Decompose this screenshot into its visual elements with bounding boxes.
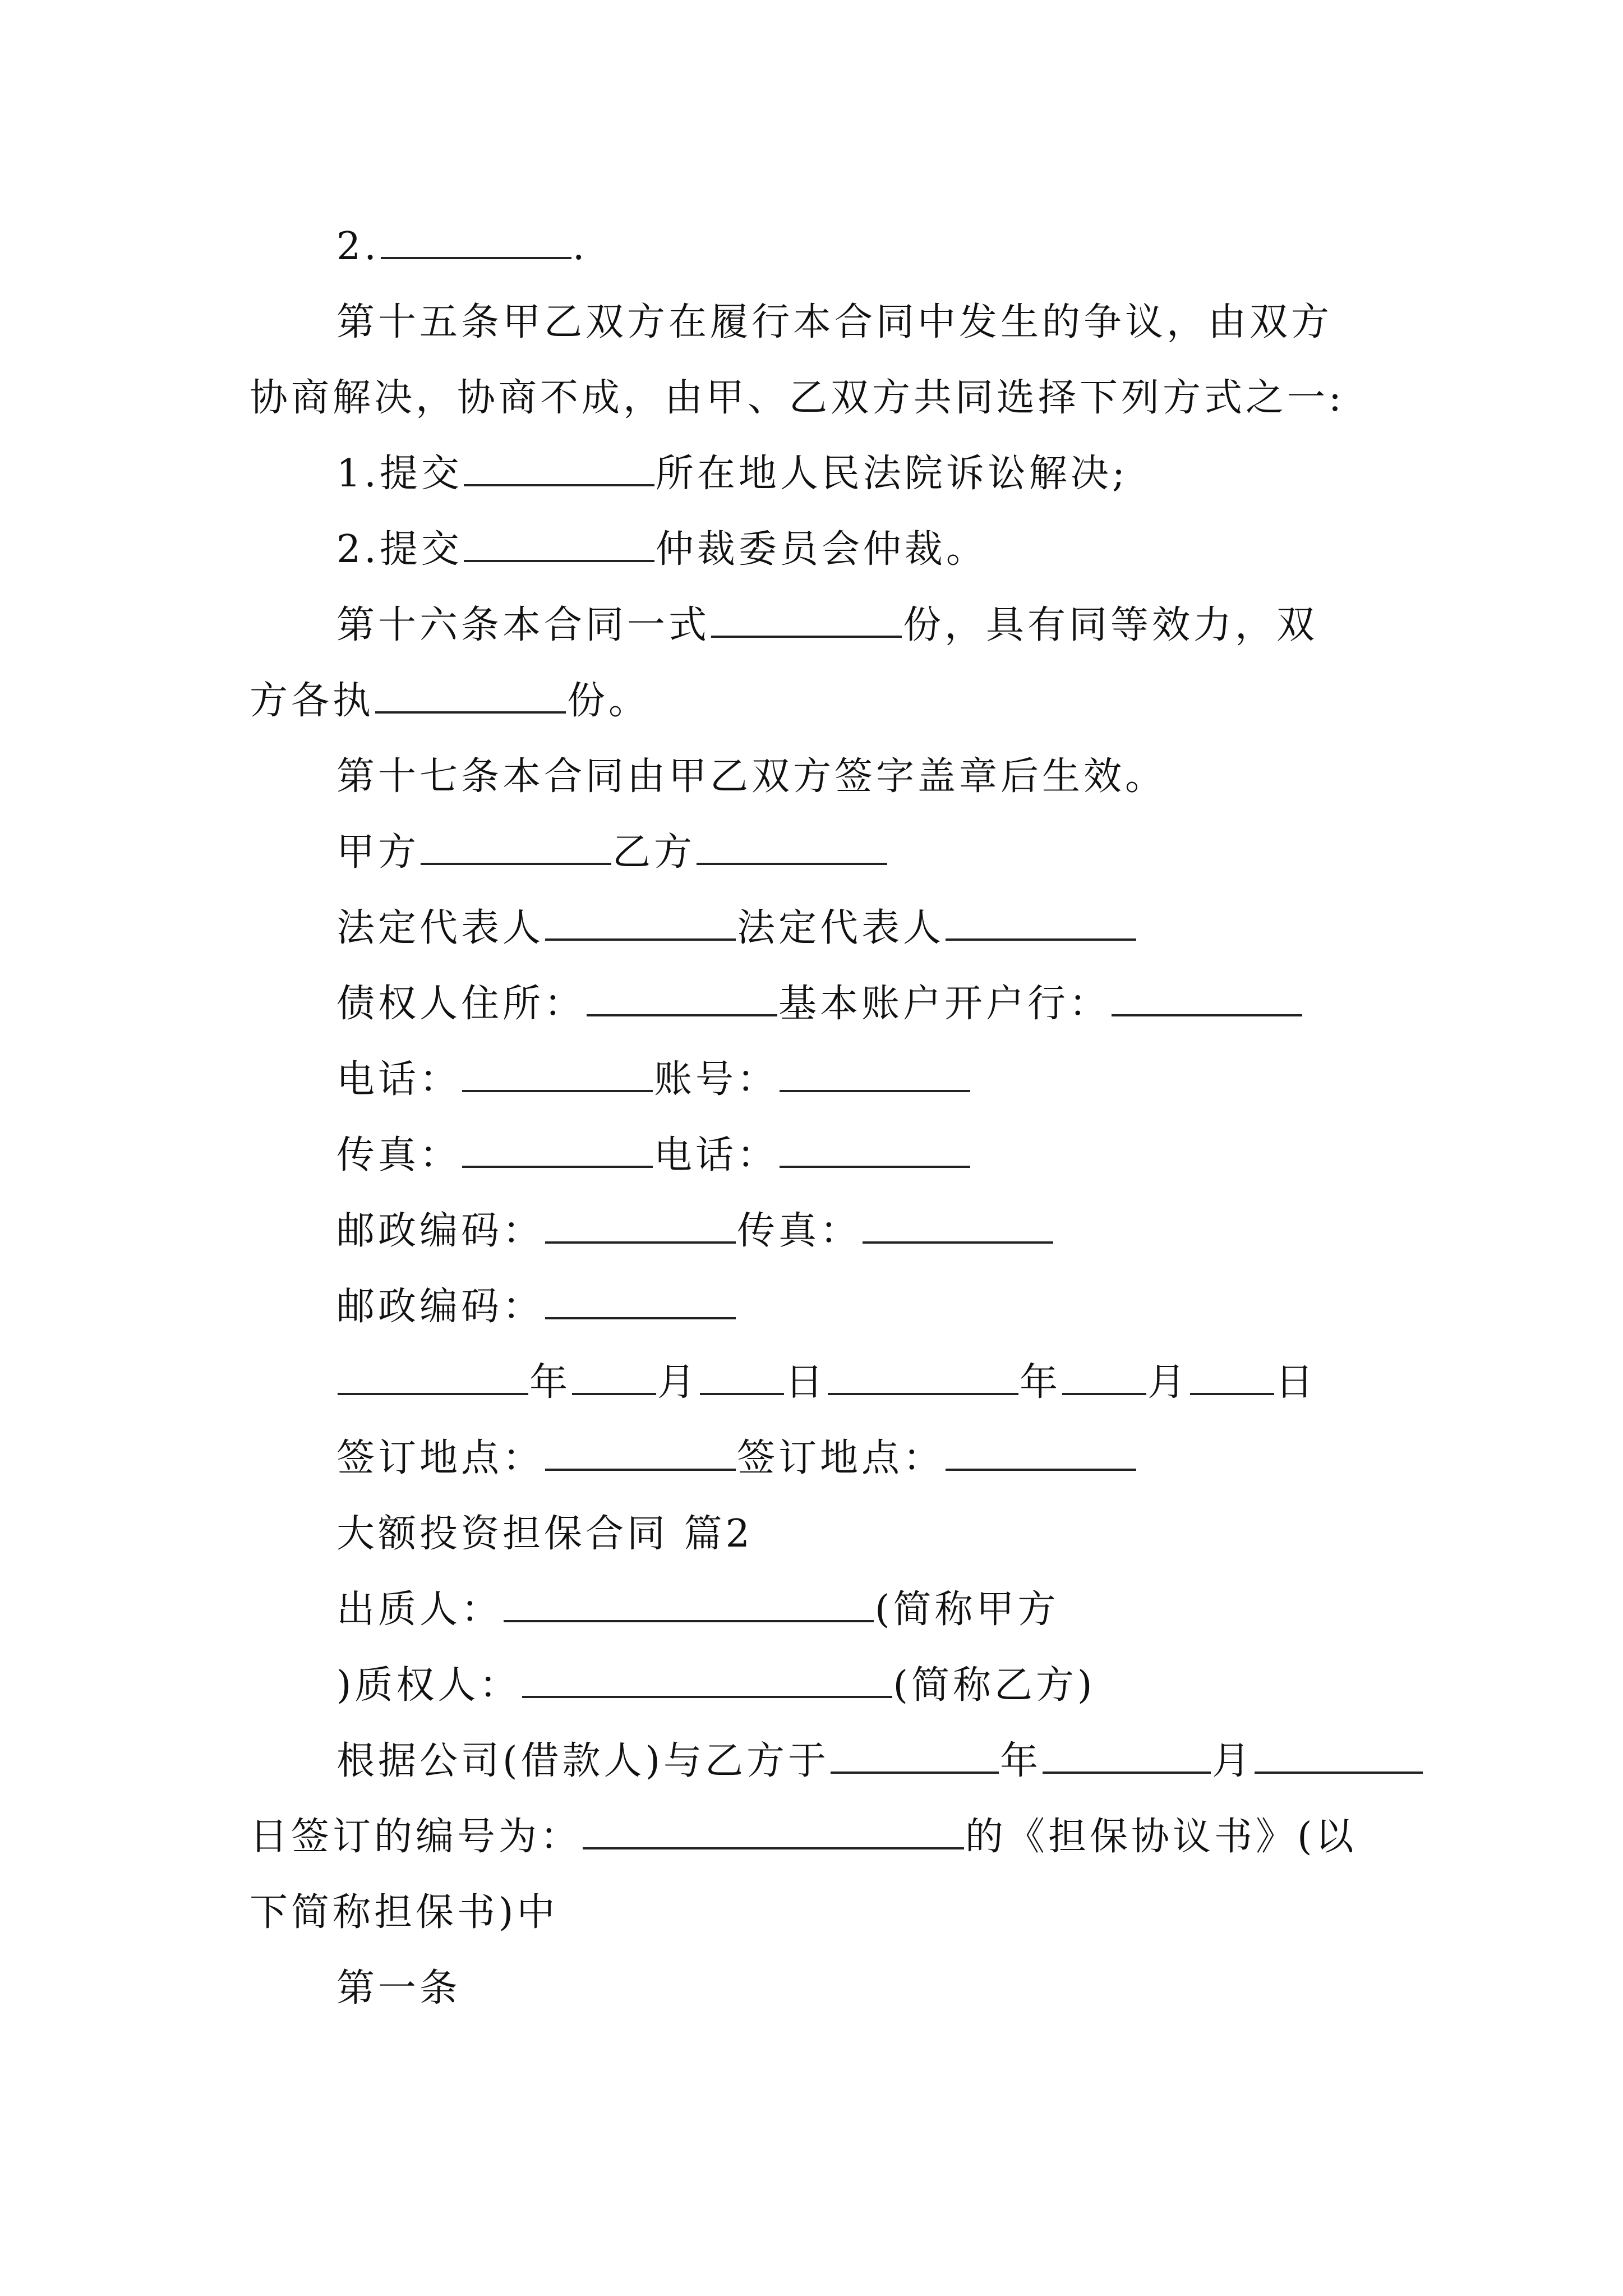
paragraph-text: 第十五条甲乙双方在履行本合同中发生的争议，由双方 bbox=[336, 300, 1333, 344]
line-dispute-option1 bbox=[336, 443, 1128, 505]
blank-field[interactable] bbox=[1043, 1733, 1211, 1774]
line-parties bbox=[336, 822, 888, 884]
line-pledgor bbox=[336, 1579, 1059, 1641]
text-segment: 日 bbox=[785, 1360, 827, 1405]
line-fax-phone bbox=[336, 1125, 971, 1186]
section-heading: 大额投资担保合同 篇2 bbox=[336, 1512, 753, 1556]
text-segment: 年 bbox=[529, 1360, 571, 1405]
text-segment: 传真： bbox=[737, 1209, 862, 1253]
blank-field[interactable] bbox=[1255, 1733, 1423, 1774]
blank-field[interactable] bbox=[462, 1128, 653, 1168]
text-segment: 年 bbox=[1020, 1360, 1062, 1405]
line-pledgee bbox=[336, 1655, 1096, 1717]
line-article16 bbox=[336, 595, 1318, 656]
line-dates bbox=[336, 1352, 1317, 1414]
line-postcode bbox=[336, 1276, 737, 1338]
text-segment: . bbox=[572, 224, 588, 269]
text-segment: 债权人住所： bbox=[336, 982, 586, 1026]
text-segment: 第十六条本合同一式 bbox=[336, 603, 711, 647]
text-segment: 年 bbox=[1000, 1739, 1042, 1783]
article-heading: 第一条 bbox=[336, 1966, 462, 2010]
text-segment: 日 bbox=[1275, 1360, 1317, 1405]
text-segment: 份。 bbox=[567, 679, 651, 723]
blank-field[interactable] bbox=[780, 1052, 970, 1092]
line-section14-item2 bbox=[336, 216, 588, 278]
line-postcode-fax bbox=[336, 1200, 1054, 1262]
blank-field[interactable] bbox=[946, 1430, 1136, 1471]
paragraph-text: 下简称担保书)中 bbox=[250, 1890, 559, 1935]
text-segment: )质权人： bbox=[336, 1663, 521, 1708]
text-segment: 签订地点： bbox=[737, 1436, 945, 1480]
blank-field[interactable] bbox=[545, 1430, 736, 1471]
blank-field[interactable] bbox=[464, 522, 654, 562]
line-phone-account bbox=[336, 1049, 971, 1111]
paragraph-text: 第十七条本合同由甲乙双方签字盖章后生效。 bbox=[336, 754, 1167, 799]
item-number: 2. bbox=[336, 224, 380, 269]
text-segment: 的《担保协议书》(以 bbox=[965, 1815, 1357, 1859]
blank-field[interactable] bbox=[545, 900, 736, 941]
blank-field[interactable] bbox=[545, 1279, 736, 1319]
line-signing-place bbox=[336, 1428, 1137, 1489]
blank-field[interactable] bbox=[545, 1203, 736, 1244]
blank-field[interactable] bbox=[381, 219, 571, 259]
text-segment: 传真： bbox=[336, 1133, 462, 1177]
blank-field[interactable] bbox=[780, 1128, 970, 1168]
text-segment: 法定代表人 bbox=[336, 906, 545, 950]
line-section-heading bbox=[336, 1503, 753, 1565]
label-party-b: 乙方 bbox=[612, 830, 696, 875]
blank-field[interactable] bbox=[462, 1052, 653, 1092]
text-segment: 月 bbox=[657, 1360, 699, 1405]
line-dispute-option2 bbox=[336, 519, 988, 581]
line-according-cont2 bbox=[250, 1882, 559, 1944]
line-article15-cont bbox=[250, 367, 1345, 429]
text-segment: 签订地点： bbox=[336, 1436, 545, 1480]
blank-field[interactable] bbox=[711, 597, 902, 638]
text-segment: (简称甲方 bbox=[875, 1588, 1059, 1632]
blank-field[interactable] bbox=[1112, 976, 1302, 1016]
line-article1 bbox=[336, 1958, 461, 2019]
blank-field[interactable] bbox=[421, 825, 611, 865]
label-party-a: 甲方 bbox=[336, 830, 420, 875]
text-segment: 根据公司(借款人)与乙方于 bbox=[336, 1739, 830, 1783]
blank-field[interactable] bbox=[587, 976, 777, 1016]
text-segment: 出质人： bbox=[336, 1588, 503, 1632]
line-address-bank bbox=[336, 973, 1303, 1035]
blank-field[interactable] bbox=[1062, 1355, 1146, 1395]
blank-field[interactable] bbox=[831, 1733, 999, 1774]
text-segment: 所在地人民法院诉讼解决; bbox=[655, 452, 1128, 496]
line-article16-cont bbox=[250, 670, 650, 732]
line-according-cont bbox=[250, 1806, 1357, 1868]
text-segment: 1.提交 bbox=[336, 452, 463, 496]
blank-field[interactable] bbox=[863, 1203, 1053, 1244]
text-segment: 2.提交 bbox=[336, 527, 463, 572]
blank-field[interactable] bbox=[504, 1582, 874, 1622]
text-segment: 邮政编码： bbox=[336, 1209, 545, 1253]
paragraph-text: 协商解决，协商不成，由甲、乙双方共同选择下列方式之一: bbox=[250, 376, 1345, 420]
blank-field[interactable] bbox=[1190, 1355, 1274, 1395]
text-segment: 月 bbox=[1212, 1739, 1254, 1783]
line-article17 bbox=[336, 746, 1166, 808]
blank-field[interactable] bbox=[464, 446, 654, 486]
blank-field[interactable] bbox=[572, 1355, 656, 1395]
blank-field[interactable] bbox=[700, 1355, 784, 1395]
text-segment: 基本账户开户行： bbox=[778, 982, 1111, 1026]
blank-field[interactable] bbox=[338, 1355, 528, 1395]
line-article15 bbox=[336, 292, 1332, 353]
text-segment: 份，具有同等效力，双 bbox=[903, 603, 1318, 647]
blank-field[interactable] bbox=[583, 1809, 964, 1849]
blank-field[interactable] bbox=[697, 825, 887, 865]
text-segment: 方各执 bbox=[250, 679, 375, 723]
blank-field[interactable] bbox=[828, 1355, 1018, 1395]
text-segment: 电话： bbox=[654, 1133, 779, 1177]
text-segment: 账号： bbox=[654, 1057, 779, 1102]
text-segment: 法定代表人 bbox=[737, 906, 945, 950]
line-according bbox=[336, 1731, 1424, 1792]
text-segment: 仲裁委员会仲裁。 bbox=[655, 527, 988, 572]
text-segment: 邮政编码： bbox=[336, 1285, 545, 1329]
blank-field[interactable] bbox=[522, 1658, 892, 1698]
text-segment: (简称乙方) bbox=[893, 1663, 1096, 1708]
blank-field[interactable] bbox=[375, 673, 566, 714]
blank-field[interactable] bbox=[946, 900, 1136, 941]
text-segment: 日签订的编号为： bbox=[250, 1815, 582, 1859]
text-segment: 月 bbox=[1147, 1360, 1189, 1405]
text-segment: 电话： bbox=[336, 1057, 462, 1102]
line-legal-rep bbox=[336, 898, 1137, 959]
